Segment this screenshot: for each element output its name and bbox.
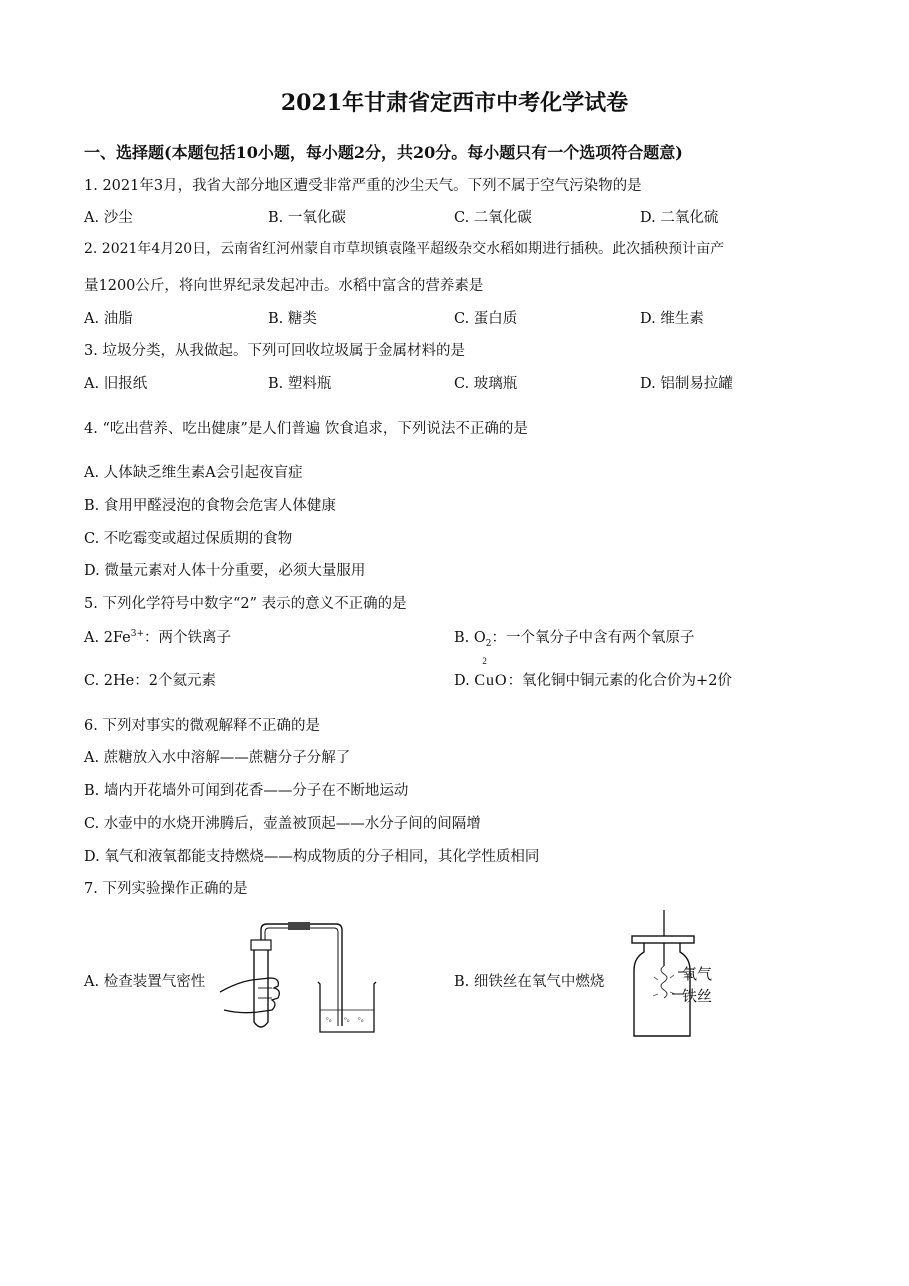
hand	[220, 978, 279, 1013]
question-5-option-a	[84, 626, 231, 647]
question-5-stem: 5. 下列化学符号中数字“2” 表示的意义不正确的是	[84, 596, 407, 612]
question-6-stem: 6. 下列对事实的微观解释不正确的是	[84, 718, 320, 734]
question-6-option-c: C. 水壶中的水烧开沸腾后，壶盖被顶起——水分子间的间隔增	[84, 816, 481, 832]
question-2-option-b: B. 糖类	[268, 311, 317, 327]
bubble-mark-right: ᵒₒ	[358, 1016, 364, 1024]
delivery-tube-inner	[265, 928, 338, 1026]
question-5-option-b-subscript: 2	[485, 638, 492, 649]
question-5-option-a-text: ：两个铁离子	[144, 630, 232, 646]
question-5-option-d-prefix: D.	[454, 673, 475, 689]
question-3-option-d: D. 铝制易拉罐	[640, 376, 733, 392]
question-2-option-c: C. 蛋白质	[454, 311, 518, 327]
question-5-option-d-valence: 2	[482, 656, 488, 666]
label-oxygen: 氧气	[682, 965, 713, 983]
question-7-option-b: B. 细铁丝在氧气中燃烧	[454, 974, 605, 990]
question-4-option-a: A. 人体缺乏维生素A会引起夜盲症	[84, 465, 303, 481]
stopper	[251, 940, 271, 950]
glass-cover	[632, 936, 694, 943]
question-4-option-d: D. 微量元素对人体十分重要，必须大量服用	[84, 563, 366, 579]
question-6-option-d: D. 氧气和液氧都能支持燃烧——构成物质的分子相同，其化学性质相同	[84, 849, 540, 865]
question-1-option-c: C. 二氧化碳	[454, 210, 532, 226]
bubble-mark-mid: ᵒₒ	[344, 1016, 350, 1024]
delivery-tube	[261, 924, 342, 1026]
question-2-stem-line-2: 量1200公斤，将向世界纪录发起冲击。水稻中富含的营养素是	[84, 278, 484, 294]
question-4-option-b: B. 食用甲醛浸泡的食物会危害人体健康	[84, 498, 336, 514]
question-7-option-a: A. 检查装置气密性	[84, 974, 206, 990]
question-5-option-c: C. 2He：2个氦元素	[84, 673, 216, 689]
question-2-stem-line-1: 2. 2021年4月20日，云南省红河州蒙自市草坝镇袁隆平超级杂交水稻如期进行插秧。此次插秧预计亩产	[84, 241, 725, 257]
question-3-option-b: B. 塑料瓶	[268, 376, 332, 392]
question-3-option-c: C. 玻璃瓶	[454, 376, 518, 392]
question-5-option-d-formula	[474, 656, 508, 689]
question-5-option-a-charge: 3+	[130, 629, 145, 640]
rubber-tube-joint	[288, 922, 310, 930]
question-4-option-c: C. 不吃霉变或超过保质期的食物	[84, 531, 293, 547]
question-5-option-b	[454, 626, 695, 649]
question-5-option-b-text: ：一个氧分子中含有两个氧原子	[491, 630, 695, 646]
label-iron-wire: 铁丝	[682, 987, 713, 1005]
question-3-option-a: A. 旧报纸	[84, 376, 148, 392]
question-3-stem: 3. 垃圾分类，从我做起。下列可回收垃圾属于金属材料的是	[84, 343, 465, 359]
question-1-option-b: B. 一氧化碳	[268, 210, 346, 226]
sparks	[653, 975, 675, 996]
question-5-option-d-formula-text: CuO	[474, 672, 508, 689]
question-5-option-a-prefix: A. 2Fe	[84, 630, 131, 646]
test-tube	[254, 946, 268, 1027]
question-6-option-b: B. 墙内开花墙外可闻到花香——分子在不断地运动	[84, 783, 409, 799]
beaker	[318, 982, 376, 1032]
question-5-option-d	[454, 656, 732, 690]
question-6-option-a: A. 蔗糖放入水中溶解——蔗糖分子分解了	[84, 750, 351, 766]
section-heading: 一、选择题(本题包括10小题，每小题2分，共20分。每小题只有一个选项符合题意)	[84, 143, 683, 162]
question-2-option-d: D. 维生素	[640, 311, 704, 327]
question-5-option-d-text: ：氧化铜中铜元素的化合价为+2价	[507, 673, 732, 689]
question-1-option-d: D. 二氧化硫	[640, 210, 719, 226]
question-5-option-b-prefix: B. O	[454, 630, 486, 646]
question-2-option-a: A. 油脂	[84, 311, 133, 327]
page-title: 2021年甘肃省定西市中考化学试卷	[280, 90, 629, 116]
question-4-stem: 4. “吃出营养、吃出健康”是人们普遍 饮食追求，下列说法不正确的是	[84, 421, 528, 437]
bubble-mark-left: ᵒₒ	[326, 1016, 332, 1024]
question-1-option-a: A. 沙尘	[84, 210, 133, 226]
question-1-stem: 1. 2021年3月，我省大部分地区遭受非常严重的沙尘天气。下列不属于空气污染物的是	[84, 178, 642, 194]
iron-wire-coil	[661, 966, 667, 998]
question-7-stem: 7. 下列实验操作正确的是	[84, 881, 248, 897]
airtightness-check-figure	[218, 918, 388, 1038]
